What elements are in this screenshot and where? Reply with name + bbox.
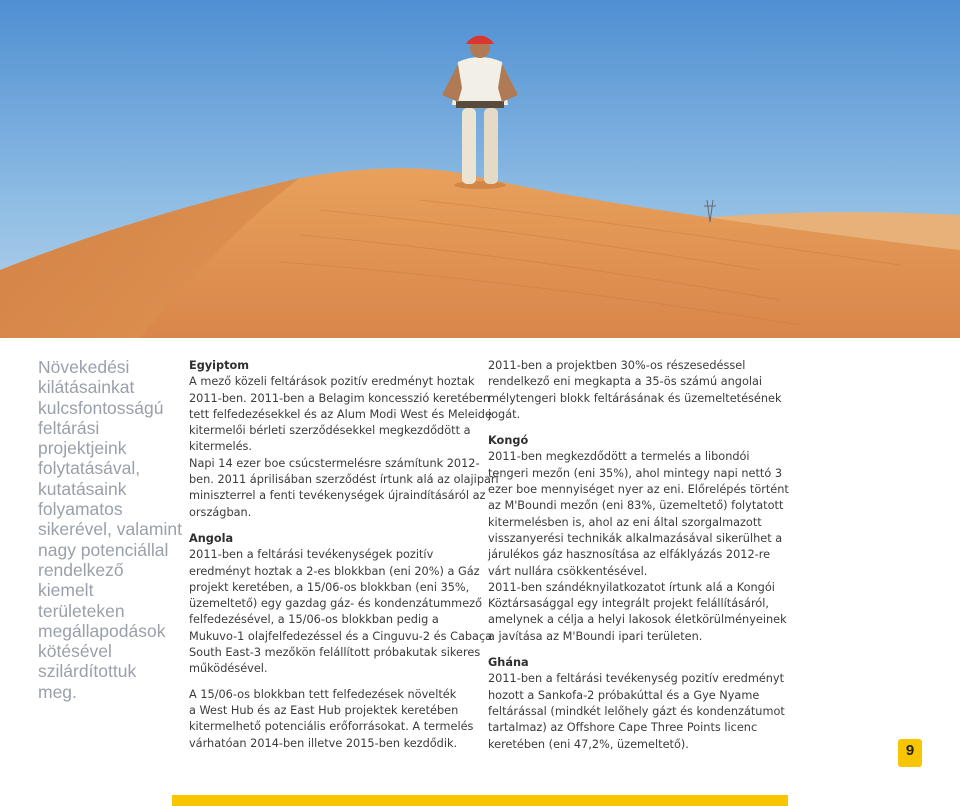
pull-quote-line: kötésével — [38, 641, 112, 662]
section-heading-egypt: Egyiptom — [189, 359, 250, 372]
text-line: 2011-ben. 2011-ben a Belagim koncesszió keretében — [189, 391, 490, 405]
text-line: Mukuvo-1 olajfelfedezéssel és a Cinguvu-2 és Cabaça — [189, 629, 493, 643]
text-line: tengeri mezőn (eni 35%), ahol mintegy napi nettó 3 — [488, 466, 783, 480]
text-line: rendelkező eni megkapta a 35-ös számú angolai — [488, 375, 763, 389]
text-line: tartalmaz) az Offshore Cape Three Points licenc — [488, 721, 758, 735]
text-line: felfedezésével, a 15/06-os blokkban pedig a — [189, 613, 439, 627]
pull-quote — [38, 357, 183, 702]
pull-quote-line: kulcsfontosságú — [38, 397, 164, 418]
pull-quote-line: megállapodások — [38, 620, 166, 641]
text-line: a West Hub és az East Hub projektek keretében — [189, 703, 459, 717]
desert-dune-illustration — [0, 0, 960, 338]
pull-quote-line: nagy potenciállal — [38, 539, 169, 560]
text-line: South East-3 mezőkön felállított próbakutak sikeres — [189, 646, 481, 660]
text-line: Napi 14 ezer boe csúcstermelésre számítunk 2012- — [189, 456, 480, 470]
text-line: jogát. — [488, 407, 521, 421]
text-line: kitermelésben is, ahol az eni által szorgalmazott — [488, 515, 762, 529]
text-line: várt nullára csökkentésével. — [488, 564, 648, 578]
text-line: kitermelés. — [189, 440, 253, 454]
text-line: projekt keretében, a 15/06-os blokkban (eni 35%, — [189, 580, 470, 594]
pull-quote-line: folytatásával, — [38, 458, 141, 479]
text-line: keretében (eni 47,2%, üzemeltető). — [488, 737, 689, 751]
pull-quote-line: projektjeink — [38, 438, 127, 459]
text-line: mélytengeri blokk feltárásának és üzemeltetésének — [488, 391, 782, 405]
page-number-badge: 9 — [898, 739, 922, 767]
hero-photo — [0, 0, 960, 338]
pull-quote-line: területeken — [38, 600, 125, 621]
section-heading-ghana: Ghána — [488, 656, 529, 670]
text-line: A mező közeli feltárások pozitív eredményt hoztak — [189, 375, 475, 389]
text-line: várhatóan 2014-ben illetve 2015-ben kezdődik. — [189, 736, 458, 750]
text-line: tett felfedezésekkel és az Alum Modi West és Meleide — [189, 407, 492, 421]
pull-quote-line: sikerével, valamint — [38, 519, 182, 540]
text-line: országban. — [189, 505, 252, 519]
text-line: hozott a Sankofa-2 próbakúttal és a Gye Nyame — [488, 688, 760, 702]
text-line: 2011-ben a feltárási tevékenység pozitív eredményt — [488, 672, 785, 686]
text-line: A 15/06-os blokkban tett felfedezések növelték — [189, 687, 457, 701]
text-line: 2011-ben megkezdődött a termelés a libondói — [488, 450, 750, 464]
text-line: kitermelhető potenciális erőforrásokat. A termelés — [189, 720, 474, 734]
pull-quote-line: kiemelt — [38, 580, 94, 601]
text-line: Köztársasággal egy integrált projekt felállításáról, — [488, 597, 769, 611]
text-line: miniszterrel a fenti tevékenységek újraindításáról az — [189, 489, 486, 503]
text-line: ezer boe mennyiséget nyer az eni. Előrelépés történt — [488, 483, 789, 497]
text-line: 2011-ben szándéknyilatkozatot írtunk alá a Kongói — [488, 580, 775, 594]
pull-quote-line: kutatásaink — [38, 478, 127, 499]
text-line: ben. 2011 áprilisában szerződést írtunk alá az olajipari — [189, 473, 499, 487]
text-line: a javítása az M'Boundi ipari területen. — [488, 629, 703, 643]
text-line: visszanyerési technikák alkalmazásával sikerülhet a — [488, 531, 783, 545]
text-line: kitermelői bérleti szerződésekkel megkezdődött a — [189, 424, 471, 438]
pull-quote-line: folyamatos — [38, 499, 123, 520]
right-column — [488, 358, 789, 753]
text-line: 2011-ben a feltárási tevékenységek pozitív — [189, 548, 434, 562]
pull-quote-line: meg. — [38, 681, 77, 702]
text-line: működésével. — [189, 662, 268, 676]
middle-column — [189, 358, 499, 752]
text-line: eredményt hoztak a 2-es blokkban (eni 20%) a Gáz — [189, 564, 480, 578]
text-line: üzemeltető) egy gazdag gáz- és kondenzátummező — [189, 597, 482, 611]
text-line: járulékos gáz hasznosítása az elfáklyázás 2012-re — [488, 548, 771, 562]
text-line: az M'Boundi mezőn (eni 83%, üzemeltető) folytatott — [488, 499, 784, 513]
bottom-accent-bar — [172, 795, 788, 806]
pull-quote-line: Növekedési — [38, 357, 130, 377]
text-line: 2011-ben a projektben 30%-os részesedéssel — [488, 359, 746, 372]
pull-quote-line: kilátásainkat — [38, 377, 135, 398]
section-heading-angola: Angola — [189, 531, 234, 545]
pull-quote-line: szilárdítottuk — [38, 661, 137, 682]
section-heading-congo: Kongó — [488, 434, 529, 448]
pull-quote-line: rendelkező — [38, 559, 124, 580]
pull-quote-line: feltárási — [38, 417, 100, 438]
text-line: feltárással (mindkét lelőhely gázt és kondenzátumot — [488, 704, 785, 718]
text-line: amelynek a célja a helyi lakosok életkörülményeinek — [488, 613, 787, 627]
